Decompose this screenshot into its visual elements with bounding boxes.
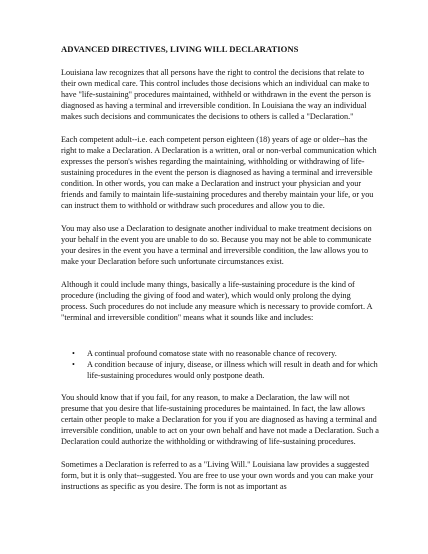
document-page [61,44,379,504]
list-item [61,359,379,381]
paragraph-designate-individual: You may also use a Declaration to designate another individual to make treatment decisions on your behalf in the event you are unable to do so. Because you may not be able to communicate your desires in the event you have a terminal and irreversible condition, the law allows you to make your Declaration before such unfortunate circumstances exist. [61,224,372,266]
list-item-text: A condition because of injury, disease, or illness which will result in death and for which life-sustaining procedures would only postpone death. [87,360,378,380]
bullet-icon: • [72,360,75,369]
condition-list [61,348,379,381]
paragraph-intro: Louisiana law recognizes that all persons have the right to control the decisions that relate to their own medical care. This control includes those decisions which an individual can make to have "life-sustaining" procedures maintained, withheld or withdrawn in the event the person is diagnosed as having a terminal and irreversible condition. In Louisiana the way an individual makes such decisions and communicates the decisions to others is called a "Declaration." [61,68,371,121]
paragraph-life-sustaining-definition: Although it could include many things, basically a life-sustaining procedure is the kind of procedure (including the giving of food and water), which would only prolong the dying process. Such procedures do not include any measure which is necessary to provide comfort. A "terminal and irreversible condition" means what it sounds like and includes: [61,280,373,322]
document-title: ADVANCED DIRECTIVES, LIVING WILL DECLARATIONS [61,44,299,54]
paragraph-failure-to-declare: You should know that if you fail, for any reason, to make a Declaration, the law will not presume that you desire that life-sustaining procedures be maintained. In fact, the law allows certain other people to make a Declaration for you if you are diagnosed as having a terminal and irreversible condition, unable to act on your own behalf and have not made a Declaration. Such a Declaration could authorize the withholding or withdrawing of life-sustaining procedures. [61,393,379,446]
bullet-icon: • [72,349,75,358]
list-item [61,348,379,359]
paragraph-competent-adult: Each competent adult--i.e. each competent person eighteen (18) years of age or older--has the right to make a Declaration. A Declaration is a written, oral or non-verbal communication which expresses the person's wishes regarding the maintaining, withholding or withdrawing of life-sustaining procedures in the event the person is diagnosed as having a terminal and irreversible condition. In other words, you can make a Declaration and instruct your physician and your friends and family to maintain life-sustaining procedures and thereby maintain your life, or you can instruct them to withhold or withdraw such procedures and allow you to die. [61,135,377,210]
list-item-text: A continual profound comatose state with no reasonable chance of recovery. [87,349,337,358]
paragraph-living-will: Sometimes a Declaration is referred to as a "Living Will." Louisiana law provides a suggested form, but it is only that--suggested. You are free to use your own words and you can make your instructions as specific as you desire. The form is not as important as [61,460,374,491]
